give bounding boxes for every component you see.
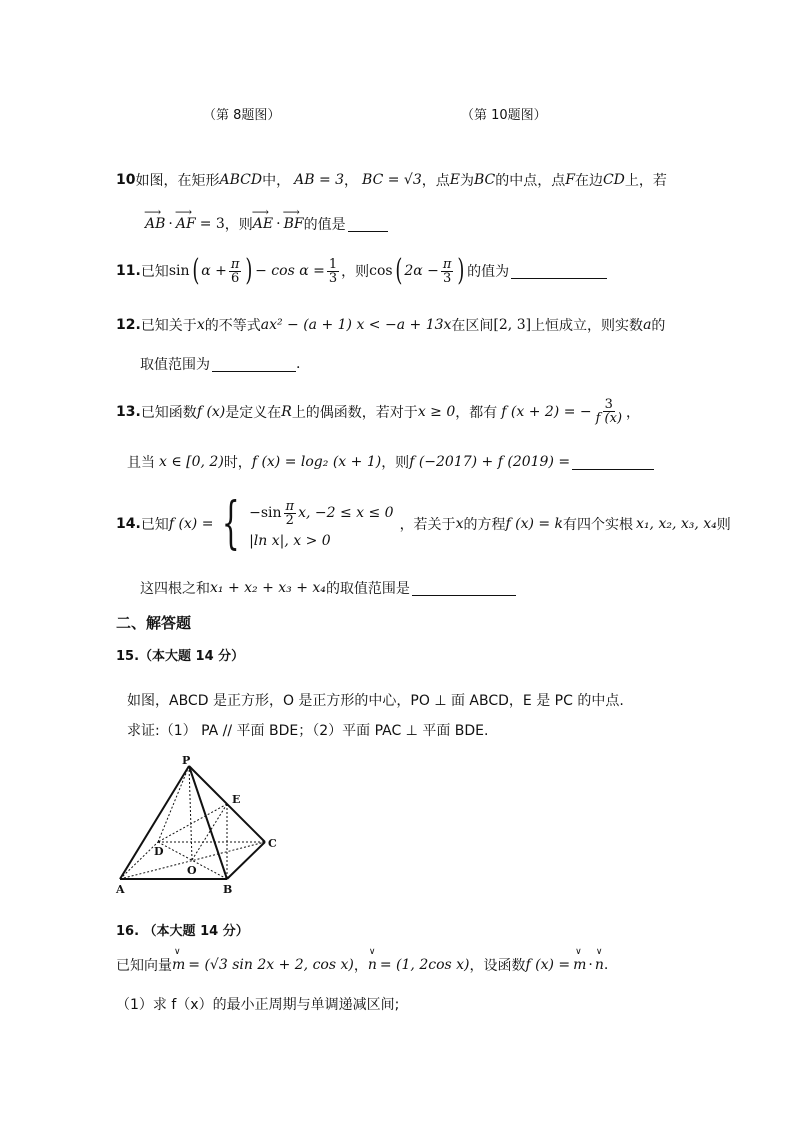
math: 2α − bbox=[404, 263, 439, 279]
text: 的方程 bbox=[463, 517, 506, 533]
question-13-line-1 bbox=[116, 398, 640, 425]
text: ，设函数 bbox=[469, 958, 526, 974]
math: E bbox=[449, 172, 460, 188]
text: 上的偶函数，若对于 bbox=[291, 404, 418, 421]
text: 上恒成立，则实数 bbox=[531, 318, 644, 334]
math: = (1, 2cos x) bbox=[379, 957, 470, 973]
text: 的 bbox=[651, 318, 666, 334]
question-12-line-2 bbox=[140, 354, 300, 374]
label-B: B bbox=[223, 883, 233, 896]
text: 则 bbox=[716, 517, 731, 533]
text: 的中点，点 bbox=[495, 173, 566, 189]
vector-m bbox=[172, 947, 186, 973]
label-P: P bbox=[182, 754, 191, 767]
text: 的不等式 bbox=[204, 318, 261, 334]
denominator: 6 bbox=[230, 270, 240, 286]
vector-m bbox=[573, 947, 587, 973]
label-C: C bbox=[268, 837, 277, 850]
fraction bbox=[229, 258, 242, 285]
section-heading: 二、解答题 bbox=[116, 614, 192, 632]
math: f (x) = log₂ (x + 1) bbox=[251, 454, 382, 470]
fraction bbox=[441, 258, 454, 285]
label-A: A bbox=[116, 883, 125, 896]
math: f (x) = bbox=[525, 957, 571, 973]
label-D: D bbox=[154, 845, 164, 858]
dot: · bbox=[588, 957, 593, 973]
figure-8-caption: （第 8题图） bbox=[203, 108, 281, 123]
text: ，则 bbox=[224, 217, 253, 233]
math: BC bbox=[473, 172, 496, 188]
text: . bbox=[603, 957, 609, 973]
question-number: 11. bbox=[116, 263, 141, 279]
math: AB = 3 bbox=[294, 172, 345, 188]
question-16-line-2: （1）求 f（x）的最小正周期与单调递减区间; bbox=[116, 997, 400, 1013]
vector-mark: ∨ bbox=[368, 947, 376, 957]
question-16-line-1 bbox=[116, 947, 609, 975]
question-15-line-2: 求证:（1） PA // 平面 BDE；（2）平面 PAC ⊥ 平面 BDE. bbox=[127, 723, 489, 739]
case-2: |ln x|, x > 0 bbox=[249, 532, 331, 549]
text: 中， bbox=[262, 173, 291, 189]
text: 为 bbox=[459, 173, 474, 189]
text: ， bbox=[626, 404, 641, 421]
math: −sin bbox=[249, 505, 282, 521]
fraction bbox=[327, 258, 339, 285]
answer-blank bbox=[412, 581, 516, 596]
math: − cos α = bbox=[255, 263, 325, 279]
math: [2, 3] bbox=[493, 317, 532, 333]
paren: ( bbox=[394, 253, 402, 288]
text: 这四根之和 bbox=[140, 581, 210, 597]
text: 上，若 bbox=[624, 173, 667, 189]
text: ，都有 bbox=[455, 404, 498, 421]
question-12-line-1 bbox=[116, 315, 665, 335]
answer-blank bbox=[572, 455, 654, 470]
numerator: π bbox=[442, 256, 452, 272]
math: F bbox=[565, 172, 575, 188]
paren: ) bbox=[245, 253, 253, 288]
answer-blank bbox=[212, 357, 296, 372]
edge-EO bbox=[192, 804, 227, 860]
question-14-line-1 bbox=[116, 491, 731, 556]
math: ax² − (a + 1) x < −a + 13x bbox=[260, 317, 452, 333]
numerator: π bbox=[230, 256, 240, 272]
question-13-line-2 bbox=[127, 452, 654, 472]
paren: ( bbox=[191, 253, 199, 288]
text: ，则 bbox=[341, 264, 370, 280]
math: x, −2 ≤ x ≤ 0 bbox=[298, 505, 394, 521]
numerator: 3 bbox=[604, 397, 613, 412]
text: 的值为 bbox=[467, 264, 510, 280]
fraction bbox=[594, 398, 624, 425]
math: ABCD bbox=[219, 172, 263, 188]
edge-PO bbox=[189, 766, 192, 860]
question-number: 14. bbox=[116, 516, 141, 532]
vector-n bbox=[367, 947, 377, 973]
text: 在区间 bbox=[451, 318, 494, 334]
question-number: 12. bbox=[116, 317, 141, 333]
vector: ⟶ BF bbox=[284, 216, 304, 232]
label-O: O bbox=[187, 864, 197, 877]
math: R bbox=[281, 403, 292, 420]
math: n bbox=[367, 957, 377, 973]
answer-blank bbox=[511, 264, 607, 279]
vector: ⟶ AE bbox=[253, 216, 273, 232]
vector-mark: ∨ bbox=[575, 947, 582, 957]
question-15-line-1: 如图，ABCD 是正方形，O 是正方形的中心，PO ⊥ 面 ABCD，E 是 PC 的中点. bbox=[127, 693, 624, 709]
math: = (√3 sin 2x + 2, cos x) bbox=[188, 957, 354, 973]
pyramid-figure bbox=[110, 752, 290, 897]
text: 已知 bbox=[140, 517, 169, 533]
math: f (x) bbox=[196, 403, 226, 420]
numerator: 1 bbox=[328, 256, 338, 272]
text: 取值范围为 bbox=[140, 357, 210, 373]
math: α + bbox=[201, 263, 227, 279]
text: 时， bbox=[223, 455, 252, 471]
vector-mark: ∨ bbox=[595, 947, 603, 957]
piecewise-brace: { bbox=[222, 491, 241, 556]
text: 如图，在矩形 bbox=[135, 173, 220, 189]
label-E: E bbox=[232, 793, 241, 806]
text: . bbox=[296, 356, 301, 372]
math: = 3 bbox=[199, 216, 225, 232]
question-number: 13. bbox=[116, 403, 141, 420]
piecewise-cases bbox=[249, 500, 393, 549]
text: ，则 bbox=[381, 455, 410, 471]
math: f (x) = k bbox=[505, 516, 564, 532]
math: sin bbox=[168, 263, 190, 279]
text: 已知向量 bbox=[116, 958, 172, 974]
math: x₁, x₂, x₃, x₄ bbox=[636, 516, 717, 532]
text: 已知关于 bbox=[140, 318, 197, 334]
math: x bbox=[455, 516, 464, 532]
math: x₁ + x₂ + x₃ + x₄ bbox=[210, 580, 326, 596]
text: 在边 bbox=[574, 173, 603, 189]
math: x ≥ 0 bbox=[417, 403, 456, 420]
math: x ∈ [0, 2) bbox=[159, 454, 224, 470]
vector-mark: ∨ bbox=[174, 947, 181, 957]
edge-PA bbox=[120, 766, 189, 879]
figure-10-caption: （第 10题图） bbox=[461, 108, 547, 123]
question-10-line-1 bbox=[116, 170, 667, 190]
question-14-line-2 bbox=[140, 578, 516, 598]
math: f (−2017) + f (2019) = bbox=[409, 454, 571, 470]
question-10-line-2 bbox=[145, 214, 388, 234]
text: 有四个实根 bbox=[563, 517, 634, 533]
math: cos bbox=[369, 263, 393, 279]
text: ，若关于 bbox=[399, 517, 456, 533]
text: 且当 bbox=[127, 455, 155, 471]
edge-BC bbox=[227, 842, 265, 879]
math: m bbox=[573, 957, 587, 973]
denominator: 2 bbox=[285, 512, 294, 528]
vector-n bbox=[594, 947, 604, 973]
text: ，点 bbox=[421, 173, 450, 189]
denominator: f (x) bbox=[595, 411, 623, 426]
text: 已知函数 bbox=[140, 404, 197, 421]
text: 的值是 bbox=[303, 217, 346, 233]
denominator: 3 bbox=[328, 270, 338, 286]
text: ， bbox=[344, 173, 359, 189]
answer-blank bbox=[348, 217, 388, 232]
question-11 bbox=[116, 253, 607, 288]
text: 已知 bbox=[140, 264, 169, 280]
text: 的取值范围是 bbox=[325, 581, 410, 597]
dot: · bbox=[276, 216, 281, 232]
math: f (x) = bbox=[168, 516, 214, 532]
math: CD bbox=[602, 172, 625, 188]
edge-ED bbox=[158, 804, 227, 842]
math: BC = √3 bbox=[362, 172, 422, 188]
text: ， bbox=[353, 958, 368, 974]
edge-PD bbox=[158, 766, 189, 842]
dot: · bbox=[168, 216, 173, 232]
question-number: 10 bbox=[116, 172, 136, 188]
math: n bbox=[594, 957, 604, 973]
math: a bbox=[643, 317, 652, 333]
math: m bbox=[172, 957, 186, 973]
question-15-heading: 15.（本大题 14 分） bbox=[116, 649, 245, 664]
fraction bbox=[284, 500, 297, 527]
math: f (x + 2) = − bbox=[501, 403, 592, 420]
question-16-heading: 16. （本大题 14 分） bbox=[116, 924, 249, 939]
vector: ⟶ AB bbox=[145, 216, 165, 232]
case-1 bbox=[249, 500, 393, 527]
paren: ) bbox=[457, 253, 465, 288]
text: 是定义在 bbox=[225, 404, 282, 421]
math: x bbox=[196, 317, 205, 333]
numerator: π bbox=[285, 498, 295, 514]
vector: ⟶ AF bbox=[176, 216, 196, 232]
denominator: 3 bbox=[443, 270, 452, 286]
